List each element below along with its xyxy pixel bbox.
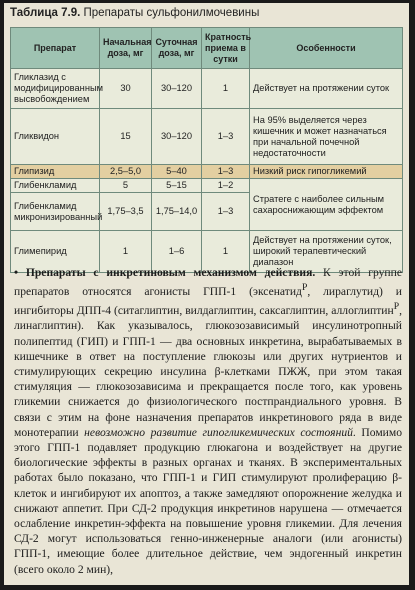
cell-start-dose: 5 [100, 179, 152, 193]
cell-frequency: 1–3 [202, 165, 250, 179]
table-row [11, 165, 403, 179]
cell-drug: Гликлазид с модифицированным высвобождением [11, 69, 100, 109]
book-page [4, 3, 409, 585]
cell-frequency: 1–3 [202, 193, 250, 231]
table-row [11, 179, 403, 193]
paragraph [14, 265, 402, 577]
header-drug: Препарат [11, 28, 100, 69]
cell-drug: Глипизид [11, 165, 100, 179]
sup-mark: Р [301, 282, 308, 294]
cell-note: Низкий риск гипогликемий [250, 165, 403, 179]
header-start-dose: Начальная доза, мг [100, 28, 152, 69]
cell-note: Действует на протяжении суток, широкий терапевтический диапазон [250, 231, 403, 273]
cell-drug: Глибенкламид [11, 179, 100, 193]
header-frequency: Кратность приема в сутки [202, 28, 250, 69]
body-text [14, 265, 402, 577]
cell-daily-dose: 5–40 [152, 165, 202, 179]
cell-note: На 95% выделяется через кишечник и может назначаться при начальной почечной недостаточности [250, 109, 403, 165]
table-header-row [11, 28, 403, 69]
cell-drug: Глимепирид [11, 231, 100, 273]
italic-phrase: невозможно развитие гипогликемических состояний [84, 425, 353, 439]
cell-daily-dose: 30–120 [152, 109, 202, 165]
cell-frequency: 1–3 [202, 109, 250, 165]
cell-frequency: 1–2 [202, 179, 250, 193]
table-caption-text: Препараты сульфонилмочевины [83, 7, 260, 19]
cell-daily-dose: 1–6 [152, 231, 202, 273]
table-caption [10, 7, 259, 19]
cell-note: Действует на протяжении суток [250, 69, 403, 109]
header-notes: Особенности [250, 28, 403, 69]
paragraph-part: К этой группе препаратов относятся агонисты ГПП-1 (эксенатид [14, 266, 402, 299]
table-caption-label: Таблица 7.9. [10, 7, 81, 19]
cell-drug: Гликвидон [11, 109, 100, 165]
cell-daily-dose: 1,75–14,0 [152, 193, 202, 231]
sup-mark: Р [393, 301, 400, 313]
cell-daily-dose: 5–15 [152, 179, 202, 193]
section-heading: Препараты с инкретиновым механизмом действия. [25, 266, 316, 279]
cell-start-dose: 2,5–5,0 [100, 165, 152, 179]
cell-frequency: 1 [202, 69, 250, 109]
cell-start-dose: 15 [100, 109, 152, 165]
cell-start-dose: 30 [100, 69, 152, 109]
drug-table [10, 27, 403, 273]
paragraph-part: , линаглиптин). Как указывалось, глюкозозависимый инсулинотропный полипептид (ГИП) и ГПП-1 — два основных инкретина, вырабатываемых в кишечнике в ответ на поступление глюкозы или других нутриентов и стимулирующих секрецию инсулина β-клетками ПЖЖ, при этом такая стимуляция — глюкозозависима и прекращается после того, как уровень гликемии снижается до физиологического постпрандиального уровня. В связи с этим на фоне назначения препаратов инкретинового ряда в виде монотерапии [14, 304, 402, 439]
cell-frequency: 1 [202, 231, 250, 273]
cell-start-dose: 1 [100, 231, 152, 273]
bullet: • [14, 266, 19, 279]
table-row [11, 69, 403, 109]
cell-note: Стратеге с наиболее сильным сахароснижающим эффектом [250, 179, 403, 231]
cell-daily-dose: 30–120 [152, 69, 202, 109]
header-daily-dose: Суточная доза, мг [152, 28, 202, 69]
table-row [11, 109, 403, 165]
cell-start-dose: 1,75–3,5 [100, 193, 152, 231]
cell-drug: Глибенкламид микронизированный [11, 193, 100, 231]
paragraph-part: , лираглутид) и ингибиторы ДПП-4 (ситаглиптин, вилдаглиптин, саксаглиптин, аллоглиптин [14, 285, 402, 318]
paragraph-part: . Помимо этого ГПП-1 подавляет продукцию глюкагона и воздействует на другие биологические эффекты в разных органах и тканях. В экспериментальных работах было показано, что ГПП-1 и ГИП стимулируют пролиферацию β-клеток и ингибируют их апоптоз, а также замедляют опорожнение желудка и снижают аппетит. При СД-2 продукция инкретинов нарушена — отмечается ослабление инкретин-эффекта на повышение уровня гликемии. Для лечения СД-2 могут использоваться генно-инженерные аналоги (или агонисты) ГПП-1, имеющие более длительное действие, чем эндогенный инкретин (всего около 2 мин), [14, 425, 403, 576]
